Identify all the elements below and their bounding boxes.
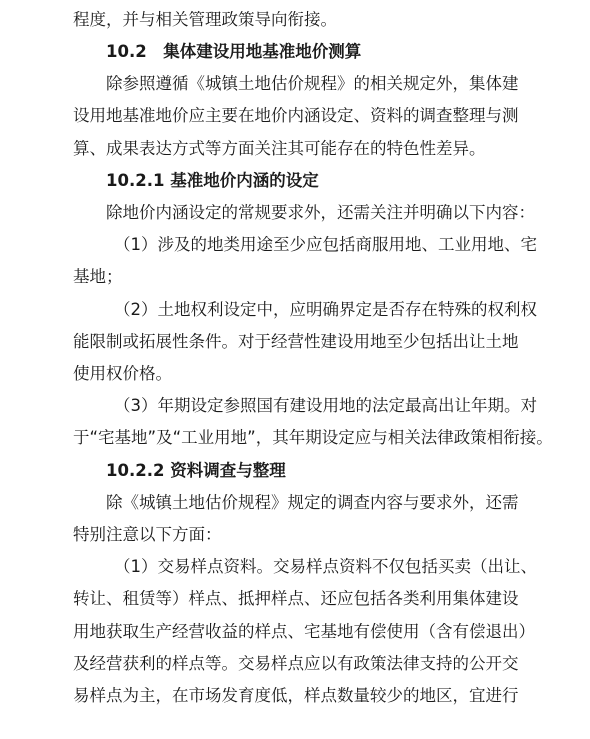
text-line-18: （1）交易样点资料。交易样点资料不仅包括买卖（出让、 [114, 557, 537, 576]
text-line-3: 除参照遵循《城镇土地估价规程》的相关规定外，集体建 [106, 74, 519, 93]
text-line-10: （2）土地权利设定中，应明确界定是否存在特殊的权利权 [114, 300, 537, 319]
text-line-8: （1）涉及的地类用途至少应包括商服用地、工业用地、宅 [114, 235, 537, 254]
text-line-12: 使用权价格。 [73, 364, 172, 383]
text-line-4: 设用地基准地价应主要在地价内涵设定、资料的调查整理与测 [73, 106, 519, 125]
text-line-1: 程度，并与相关管理政策导向衔接。 [73, 10, 337, 29]
text-line-5: 算、成果表达方式等方面关注其可能存在的特色性差异。 [73, 139, 486, 158]
text-line-22: 易样点为主，在市场发育度低，样点数量较少的地区，宜进行 [73, 686, 519, 705]
section-heading-10-2-2: 10.2.2 资料调查与整理 [106, 461, 286, 480]
text-line-21: 及经营获利的样点等。交易样点应以有政策法律支持的公开交 [73, 654, 519, 673]
text-line-16: 除《城镇土地估价规程》规定的调查内容与要求外，还需 [106, 493, 519, 512]
text-line-7: 除地价内涵设定的常规要求外，还需关注并明确以下内容： [106, 203, 535, 222]
section-heading-10-2: 10.2 集体建设用地基准地价测算 [106, 42, 362, 61]
section-heading-10-2-1: 10.2.1 基准地价内涵的设定 [106, 171, 319, 190]
text-line-19: 转让、租赁等）样点、抵押样点、还应包括各类利用集体建设 [73, 589, 519, 608]
text-line-9: 基地； [73, 267, 123, 286]
text-line-17: 特别注意以下方面： [73, 525, 222, 544]
text-line-13: （3）年期设定参照国有建设用地的法定最高出让年期。对 [114, 396, 537, 415]
text-line-11: 能限制或拓展性条件。对于经营性建设用地至少包括出让土地 [73, 332, 519, 351]
text-line-14: 于“宅基地”及“工业用地”，其年期设定应与相关法律政策相衔接。 [73, 428, 553, 447]
text-line-20: 用地获取生产经营收益的样点、宅基地有偿使用（含有偿退出） [73, 622, 535, 641]
